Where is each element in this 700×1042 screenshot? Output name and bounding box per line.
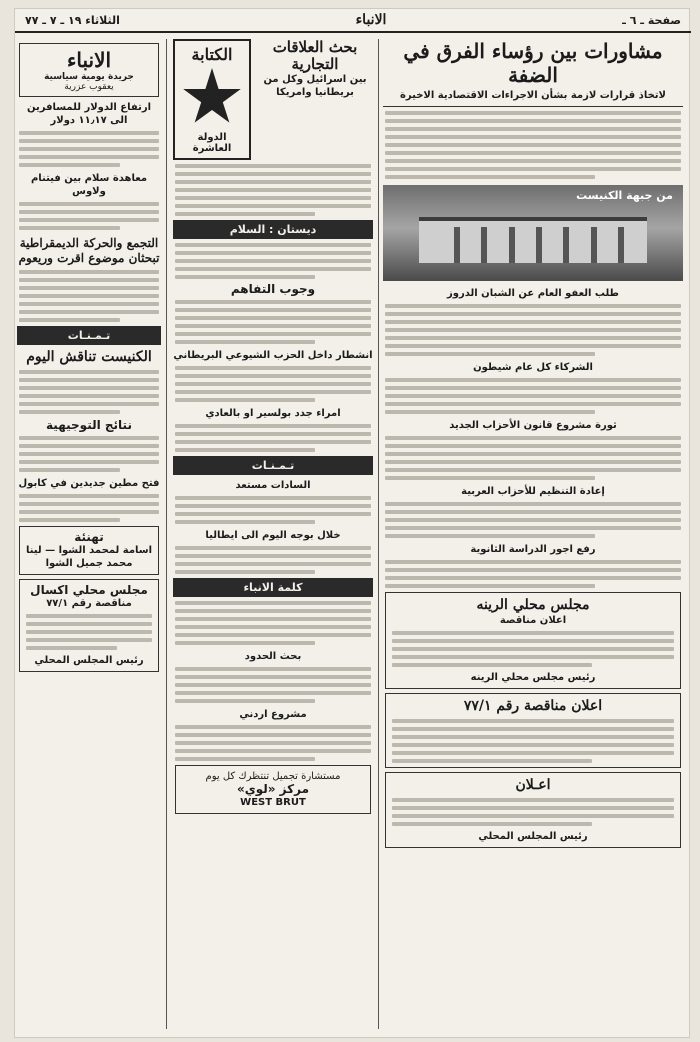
section-banner: ديستان : السلام bbox=[173, 220, 373, 239]
lead-subhead: لاتخاذ قرارات لازمة بشأن الاجراءات الاقتصادية الاخيرة bbox=[400, 90, 666, 101]
notice-signature: رئيس المجلس المحلي bbox=[34, 655, 144, 666]
story-title: بحث الحدود bbox=[244, 651, 302, 662]
story-title: السادات مستعد bbox=[235, 480, 311, 491]
notice-subtitle: اعلان مناقصة bbox=[499, 615, 567, 626]
column-left bbox=[17, 39, 161, 1029]
notice-title: مجلس محلي الرينه bbox=[476, 597, 590, 613]
photo-caption: من جبهة الكنيست bbox=[576, 189, 673, 202]
congrats-title: تهنئة bbox=[74, 530, 104, 544]
congrats-names: اسامة لمحمد الشوا — لينا محمد جميل الشوا bbox=[25, 545, 153, 569]
ad-title: مركز «لوي» bbox=[236, 782, 310, 796]
story-title: الشركاء كل عام شيطون bbox=[473, 362, 593, 373]
issue-date: الثلاثاء ١٩ ـ ٧ ـ ٧٧ bbox=[25, 13, 120, 27]
story-title: نتائج التوجيهية bbox=[46, 418, 132, 432]
ad-subtitle: مستشارة تجميل تنتظرك كل يوم bbox=[205, 771, 341, 782]
column-right bbox=[383, 39, 683, 1029]
notice-title: اعلان مناقصة رقم ٧٧/١ bbox=[463, 698, 603, 714]
notice-signature: رئيس المجلس المحلي bbox=[478, 831, 588, 842]
story-title: الكنيست تناقش اليوم bbox=[26, 349, 152, 365]
tender-notice bbox=[19, 579, 159, 672]
notice-subtitle: مناقصة رقم ٧٧/١ bbox=[46, 598, 132, 609]
story-title: وجوب التفاهم bbox=[230, 282, 316, 296]
tender-notice bbox=[385, 772, 681, 848]
column-divider bbox=[378, 39, 379, 1029]
notice-title: مجلس محلي اكسال bbox=[30, 583, 148, 597]
brand-subtitle: جريدة يومية سياسية bbox=[44, 72, 134, 82]
story-title: فتح مطين جديدين في كابول bbox=[18, 478, 160, 489]
notice-signature: رئيس مجلس محلي الرينه bbox=[470, 672, 596, 683]
logo-title: الكتابة bbox=[191, 45, 233, 64]
newspaper-page bbox=[14, 8, 690, 1038]
section-banner: كلمة الانباء bbox=[173, 578, 373, 597]
tender-notice bbox=[385, 592, 681, 689]
newspaper-brand-box bbox=[19, 43, 159, 97]
story-title: بحث العلاقات التجارية bbox=[272, 39, 358, 73]
story-title: خلال بوجه اليوم الى ايطاليا bbox=[205, 530, 341, 541]
story-title: إعادة التنظيم للأحزاب العربية bbox=[461, 486, 605, 497]
story-title: التجمع والحركة الديمقراطية تبحثان موضوع اقرت وريعوم bbox=[18, 236, 160, 265]
story-title: رفع اجور الدراسة الثانوية bbox=[470, 544, 596, 555]
ad-footer: WEST BRUT bbox=[240, 797, 306, 808]
lead-headline: مشاورات بين رؤساء الفرق في الضفة bbox=[403, 39, 663, 87]
story-subtitle: بين اسرائيل وكل من بريطانيا وامريكا bbox=[263, 74, 367, 98]
logo-subtitle: الدولة العاشرة bbox=[192, 132, 232, 154]
story-title: انشطار داخل الحزب الشيوعي البريطاني bbox=[173, 350, 373, 361]
knesset-photo bbox=[383, 185, 683, 281]
story-title: ثورة مشروع قانون الأحزاب الجديد bbox=[449, 420, 617, 431]
lead-body bbox=[383, 111, 683, 179]
page-masthead bbox=[15, 9, 691, 33]
story-title: امراء جدد بولسير او بالعادي bbox=[205, 408, 341, 419]
advertisement bbox=[175, 765, 371, 814]
section-banner: تـمـنـات bbox=[17, 326, 161, 345]
brand-owner: يعقوب عزرية bbox=[64, 82, 114, 92]
tender-notice bbox=[385, 693, 681, 768]
story-title: معاهدة سلام بين فيتنام ولاوس bbox=[30, 173, 148, 197]
brand-name: الانباء bbox=[66, 48, 112, 72]
congratulations-notice bbox=[19, 526, 159, 575]
story-title: مشروع اردني bbox=[239, 709, 307, 720]
column-middle bbox=[173, 39, 373, 1029]
column-logo bbox=[173, 39, 251, 160]
notice-title: اعـلان bbox=[515, 777, 551, 793]
story-title: طلب العفو العام عن الشبان الدروز bbox=[447, 288, 619, 299]
section-banner: تـمـنـات bbox=[173, 456, 373, 475]
story-title: ارتفاع الدولار للمسافرين الى ١١٫١٧ دولار bbox=[26, 102, 152, 126]
newspaper-name: الانباء bbox=[355, 12, 387, 28]
page-number: صفحة ـ ٦ ـ bbox=[622, 13, 681, 27]
column-divider bbox=[166, 39, 167, 1029]
star-icon bbox=[182, 68, 242, 128]
